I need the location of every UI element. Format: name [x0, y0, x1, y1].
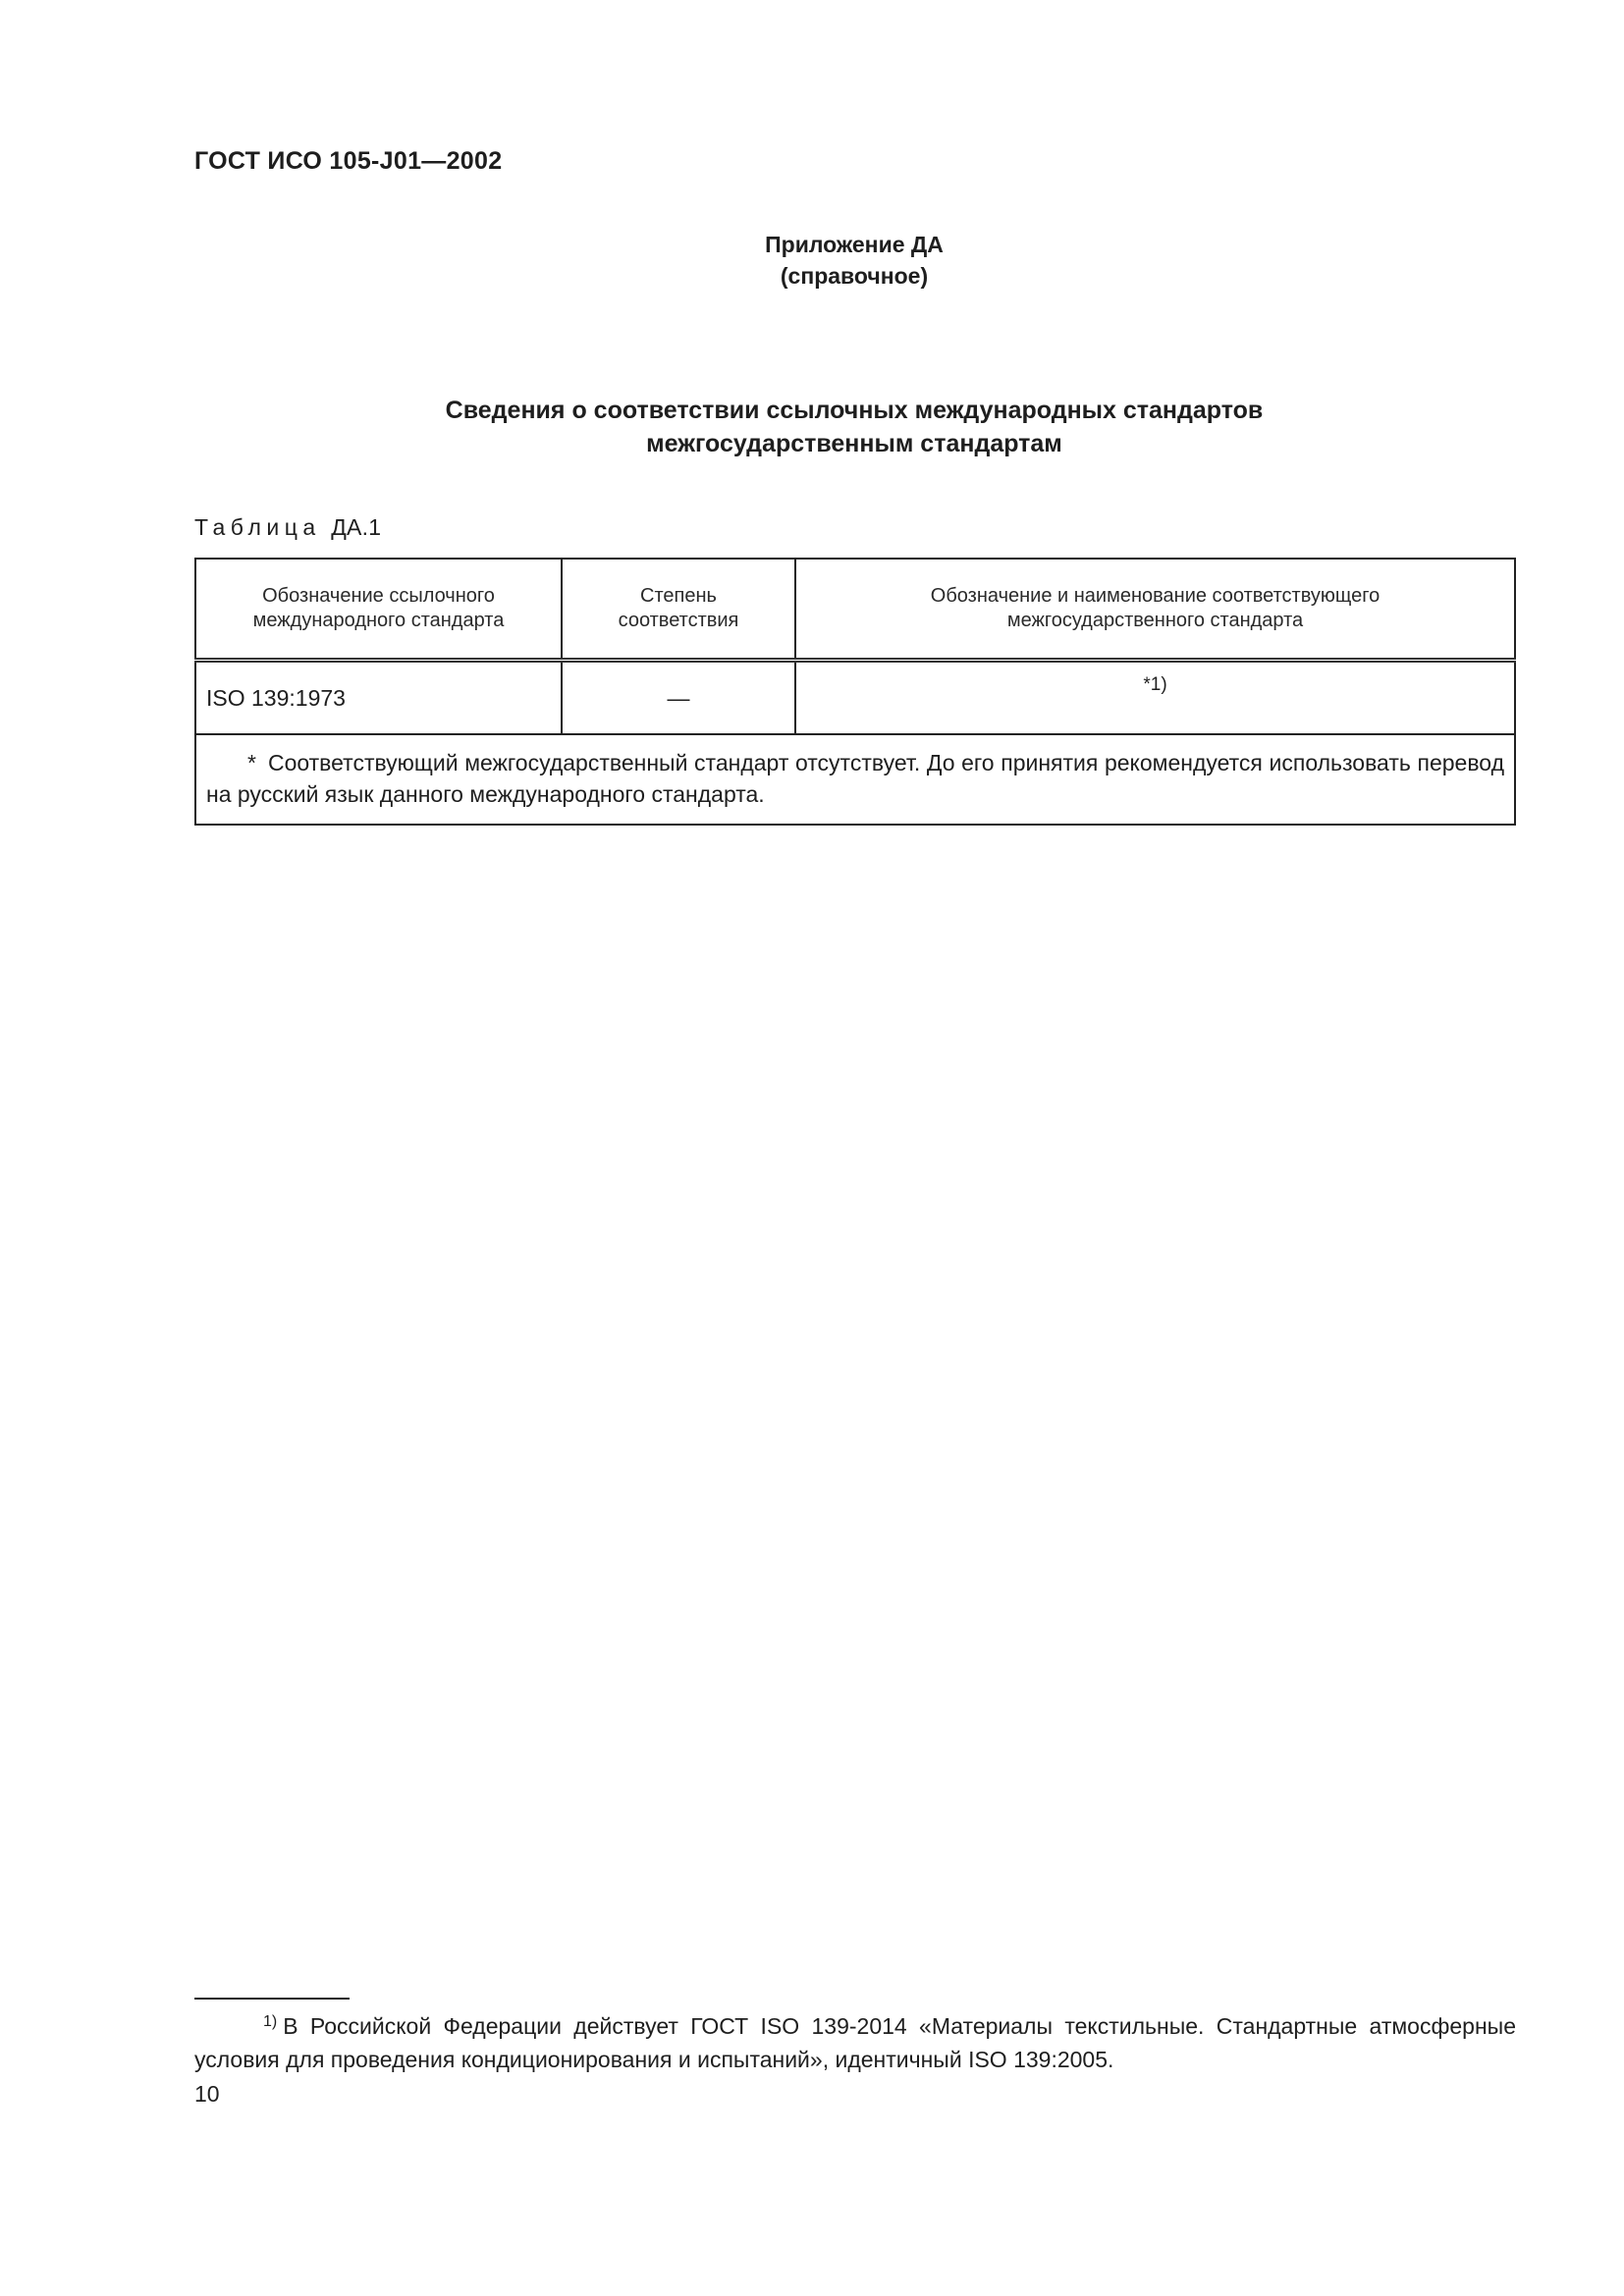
appendix-type: (справочное) [780, 263, 929, 289]
footnote-text: В Российской Федерации действует ГОСТ ISO 139-2014 «Материалы текстильные. Стандартные атмосферные условия для проведения кондиционирования и испытаний», идентичный ISO 139:2005. [194, 2013, 1516, 2072]
heading-line-1: Сведения о соответствии ссылочных международных стандартов [445, 397, 1264, 424]
correspondence-table [194, 558, 1516, 826]
footnote [194, 2005, 1516, 2076]
heading-line-2: межгосударственным стандартам [646, 430, 1062, 457]
footnote-ref: 1) [1150, 674, 1167, 695]
appendix-title: Приложение ДА [765, 232, 944, 257]
header-designation: Обозначение ссылочного международного стандарта [195, 559, 562, 661]
table-note-row [195, 734, 1515, 825]
table-caption-word: Таблица [194, 514, 321, 540]
header-national-standard: Обозначение и наименование соответствующего межгосударственного стандарта [795, 559, 1515, 661]
note-text: Соответствующий межгосударственный стандарт отсутствует. До его принятия рекомендуется использовать перевод на русский язык данного международного стандарта. [206, 750, 1504, 807]
header-degree: Степень соответствия [562, 559, 795, 661]
cell-degree: — [562, 661, 795, 735]
page-number: 10 [194, 2081, 220, 2107]
cell-national-standard [795, 661, 1515, 735]
table-row [195, 661, 1515, 735]
note-star: * [247, 750, 256, 775]
table-header-row [195, 559, 1515, 661]
table-caption-number: ДА.1 [331, 514, 382, 540]
cell-star-mark: * [1143, 674, 1151, 695]
footnote-divider [194, 1998, 350, 2000]
table-caption [194, 514, 381, 541]
cell-designation: ISO 139:1973 [195, 661, 562, 735]
section-heading [194, 394, 1514, 460]
appendix-block [511, 229, 1198, 292]
document-code: ГОСТ ИСО 105-J01—2002 [194, 147, 503, 175]
table-note [195, 734, 1515, 825]
footnote-marker: 1) [263, 2013, 278, 2030]
